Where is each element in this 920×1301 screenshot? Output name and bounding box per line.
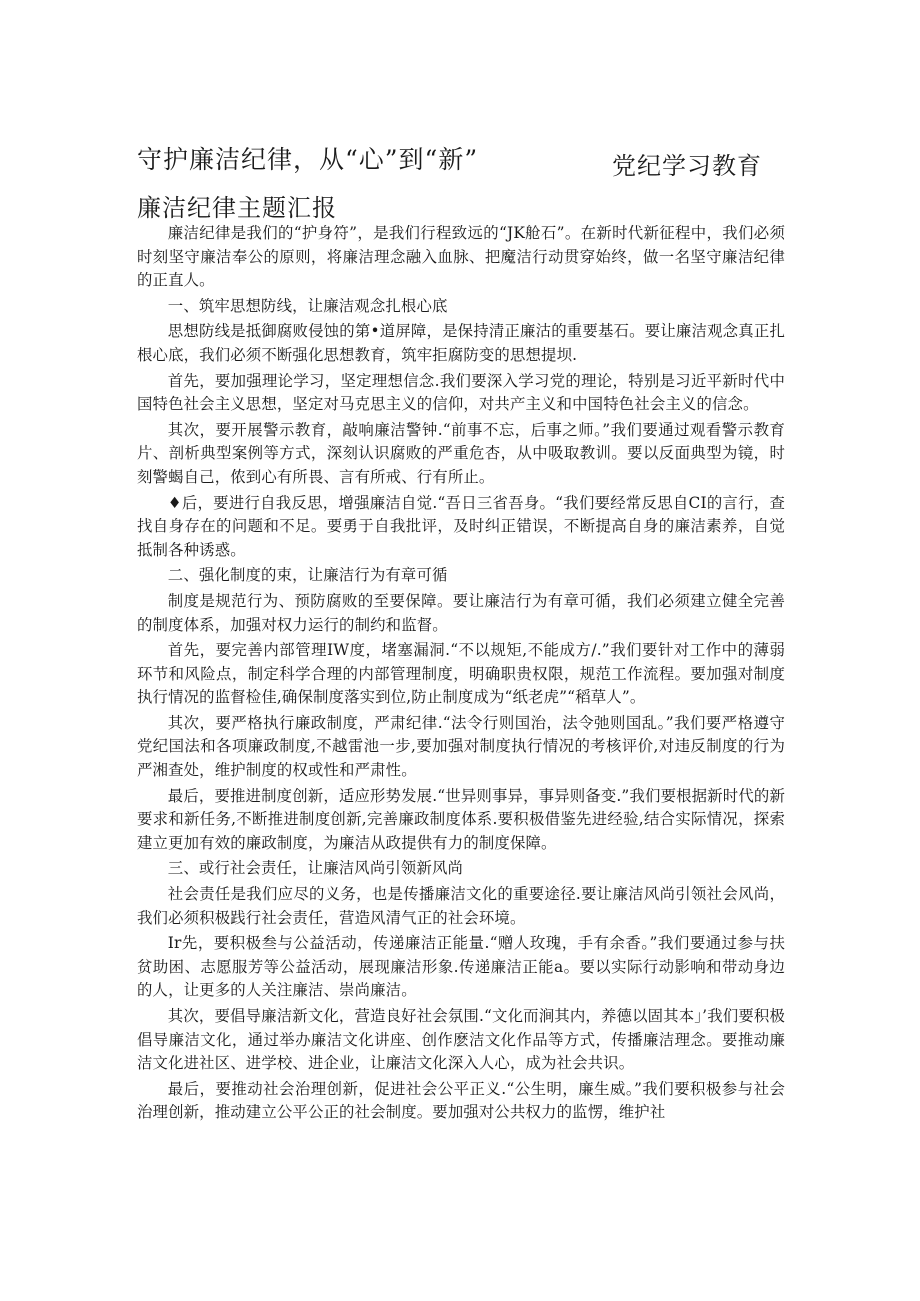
body-paragraph: 最后，要推进制度创新，适应形势发展.“世异则事异，事异则备变.”我们要根据新时代的新要求和新任务,不断推进制度创新,完善廉政制度体系.要积极借鉴先进经验,结合实际情况，探索建立更加有效的廉政制度，为廉洁从政提供有力的制度保障。 [137, 786, 785, 852]
body-paragraph: Ir先，要积极叁与公益活动，传递廉洁正能量.“赠人玫瑰，手有余香。”我们要通过参与扶贫助困、志愿服芳等公益活动，展现廉洁形象.传递廉洁正能a。要以实际行动影响和带动身边的人，让更多的人关注廉洁、崇尚廉洁。 [137, 934, 785, 1000]
body-paragraph: 社会责任是我们应尽的义务，也是传播廉洁文化的重要途径.要让廉洁风尚引领社会风尚，我们必须积极践行社会责任，营造风清气正的社会环境。 [137, 885, 785, 927]
body-paragraph: 其次，要开展警示教育，敲响廉洁警钟.“前事不忘，后事之师。”我们要通过观看警示教育片、剖析典型案例等方式，深刻认识腐败的严重危杏，从中吸取教训。要以反面典型为镜，时刻警蝎自己，侬到心有所畏、言有所戒、行有所止。 [137, 420, 785, 486]
body-paragraph: ♦后，要进行自我反思，增强廉洁自觉.“吾日三省吾身。“我们要经常反思自CI的言行，查找自身存在的问题和不足。要勇于自我批评，及时纠正错误，不断提高自身的廉洁素养，自觉抵制各种诱惑。 [137, 493, 785, 559]
section-heading: 一、筑牢思想防线，让廉洁观念扎根心底 [167, 296, 448, 315]
body-paragraph: 首先，要完善内部管理IW度，堵塞漏洞.“不以规矩,不能成方/.”我们要针对工作中的薄弱环节和风险点，制定科学合理的内部管理制度，明确职贵权限，规范工作流程。要加强对制度执行情况的监督检佳,确保制度落实到位,防止制度成为“纸老虎”“稻草人”。 [137, 641, 785, 707]
document-body [137, 222, 785, 1127]
page-subtitle: 廉洁纪律主题汇报 [137, 194, 337, 222]
body-paragraph: 其次，要倡导廉洁新文化，营造良好社会氛围.“文化而涧其内，养德以固其本」’我们要积极倡导廉洁文化，通过举办廉洁文化讲座、创作麽洁文化作品等方式，传播廉洁理念。要推动廉洁文化进社区、进学校、进企业，让廉洁文化深入人心，成为社会共识。 [137, 1007, 785, 1073]
intro-paragraph: 廉洁纪律是我们的“护身符”，是我们行程致远的“JK舱石”。在新时代新征程中，我们必须时刻坚守廉洁奉公的原则，将廉洁理念融入血脉、把魔洁行动贯穿始终，做一名坚守廉洁纪律的正直人。 [137, 224, 785, 290]
body-paragraph: 最后，要推动社会治理创新，促进社会公平正义.“公生明，廉生威。”我们要积极参与社会治理创新，推动建立公平公正的社会制度。要加强对公共权力的监愣，维护社 [137, 1079, 785, 1122]
title-row [137, 140, 777, 180]
body-paragraph: 制度是规范行为、预防腐败的至要保障。要让廉洁行为有章可循，我们必须建立健全完善的制度体系，加强对权力运行的制约和监督。 [137, 591, 785, 634]
section-heading: 三、或行社会责任，让廉洁风尚引领新风尚 [167, 859, 464, 878]
body-paragraph: 其次，要严格执行廉政制度，严肃纪律.“法令行则国治，法令弛则国乱。”我们要严格遵守党纪国法和各项廉政制度,不越雷池一步,要加强对制度执行情况的考核评价,对违反制度的行为严湘查处，维护制度的权或性和严肃性。 [137, 713, 785, 780]
page-title-right: 党纪学习教育 [612, 152, 762, 180]
body-paragraph: 思想防线是抵御腐败侵蚀的第•道屏障，是保持清正廉沽的重要基石。要让廉洁观念真正扎根心底，我们必须不断强化思想教育，筑牢拒腐防变的思想提坝. [137, 322, 785, 364]
page-title: 守护廉洁纪律，从“心”到“新” [137, 145, 479, 174]
body-paragraph: 首先，要加强理论学习，坚定理想信念.我们要深入学习党的理论，特别是习近平新时代中国特色社会主义思想，坚定对马克思主义的信仰，对共产主义和中国特色社会主义的信念。 [137, 371, 785, 414]
section-heading: 二、强化制度的束，让廉洁行为有章可循 [167, 566, 448, 585]
